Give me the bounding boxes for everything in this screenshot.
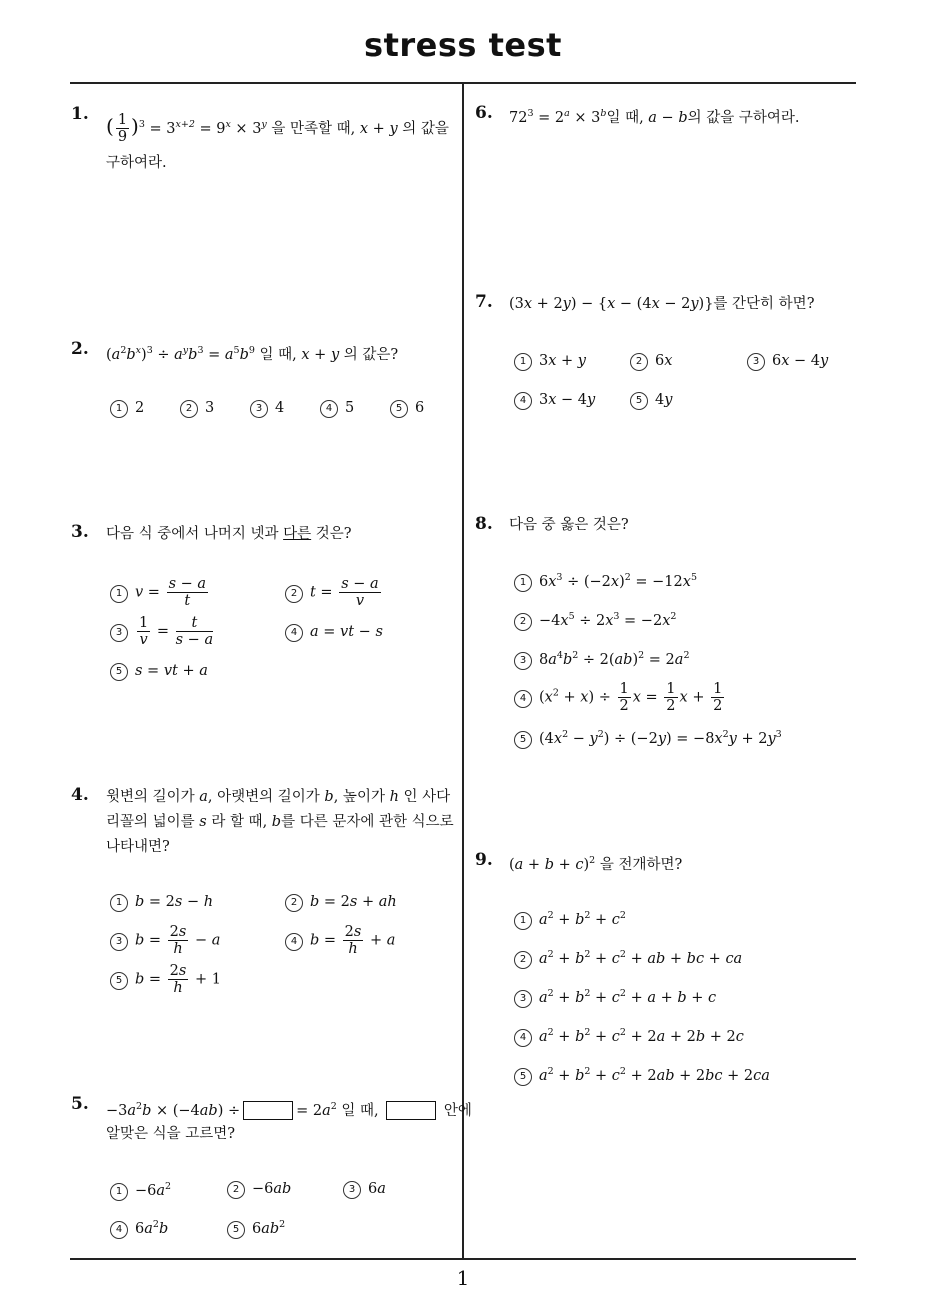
option-5[interactable]: 5 4y [630,392,672,410]
option-5[interactable]: 5 $6ab^2$ [227,1219,285,1239]
blank-box [386,1101,436,1120]
question-text-line2: 알맞은 식을 고르면? [106,1126,236,1142]
question-text-line2: 구하여라. [106,155,167,171]
option-3[interactable]: 3 6a [343,1181,386,1199]
question-number: 6. [475,103,493,123]
option-1[interactable]: 1 v = $\frac{s - a}{t}$ [110,576,210,609]
option-1[interactable]: 1 $6x^3 \div (-2x)^2 = -12x^5$ [514,572,697,592]
option-1[interactable]: 1 2 [110,400,144,418]
option-3[interactable]: 3 $a^2 + b^2 + c^2 + a + b + c$ [514,988,716,1008]
option-4[interactable]: 4 $6a^2b$ [110,1219,168,1239]
question-number: 5. [71,1094,89,1114]
option-2[interactable]: 2 −6ab [227,1181,291,1199]
option-2[interactable]: 2 b = 2s + ah [285,894,397,912]
question-number: 2. [71,339,89,359]
option-5[interactable]: 5 $(4x^2 - y^2) \div (-2y) = -8x^2y + 2y^3$ [514,729,782,749]
option-4[interactable]: 4 $(x^2 + x)$ ÷ $\frac{1}{2}$ x = $\frac{1}{2}$ x + $\frac{1}{2}$ [514,681,726,714]
option-3[interactable]: 3 $8a^4b^2 \div 2(ab)^2 = 2a^2$ [514,650,689,670]
page-title: stress test [364,26,562,64]
option-3[interactable]: 3 6x − 4y [747,353,828,371]
option-1[interactable]: $1 -6a^2$ [110,1181,171,1201]
option-3[interactable]: 3 b = $\frac{2s}{h}$ − a [110,924,220,957]
question-text: $(a^2b^x)^3 \div a^yb^3 = a^5b^9$ 일 때, x + y 의 값은? [106,345,399,363]
option-2[interactable]: $2 -4x^5 \div 2x^3 = -2x^2$ [514,611,676,631]
option-1[interactable]: 1 3x + y [514,353,586,371]
question-number: 1. [71,104,89,124]
question-number: 8. [475,514,493,534]
option-1[interactable]: 1 $a^2 + b^2 + c^2$ [514,910,626,930]
question-text-line3: 나타내면? [106,839,170,855]
question-text: (3x + 2y) − {x − (4x − 2y)}를 간단히 하면? [509,296,815,312]
question-text: $72^3 = 2^a \times 3^b$일 때, a − b의 값을 구하여라. [509,108,800,126]
option-2[interactable]: 2 $a^2 + b^2 + c^2$ + ab + bc + ca [514,949,742,969]
option-1[interactable]: 1 b = 2s − h [110,894,213,912]
option-5[interactable]: 5 $a^2 + b^2 + c^2 + 2ab + 2bc + 2ca$ [514,1066,770,1086]
option-4[interactable]: 4 5 [320,400,354,418]
question-number: 3. [71,522,89,542]
option-5[interactable]: 5 6 [390,400,424,418]
option-5[interactable]: 5 s = vt + a [110,663,208,681]
blank-box [243,1101,293,1120]
question-number: 4. [71,785,89,805]
question-number: 9. [475,850,493,870]
option-4[interactable]: 4 $a^2 + b^2 + c^2 + 2a + 2b + 2c$ [514,1027,744,1047]
page-number: 1 [456,1266,470,1290]
option-3[interactable]: 3 4 [250,400,284,418]
question-text: 다음 중 옳은 것은? [509,517,629,533]
question-text [106,517,352,551]
question-text-post: 것은? [311,526,352,542]
option-2[interactable]: 2 3 [180,400,214,418]
option-5[interactable]: 5 b = $\frac{2s}{h}$ + 1 [110,963,221,996]
underlined-word: 다른 [283,526,312,542]
option-2[interactable]: 2 6x [630,353,672,371]
option-4[interactable]: 4 a = vt − s [285,624,383,642]
option-4[interactable]: 4 b = $\frac{2s}{h}$ + a [285,924,395,957]
question-text-pre: 다음 식 중에서 나머지 넷과 [106,526,284,542]
question-text: $(a + b + c)^2$ 을 전개하면? [509,855,683,873]
bottom-rule [70,1258,856,1260]
question-number: 7. [475,292,493,312]
option-3[interactable]: 3 $\frac{1}{v}$ = $\frac{t}{s - a}$ [110,615,215,648]
column-divider [462,83,464,1260]
question-text-line1: $-3a^2b \times (-4ab)$ ÷ = $2a^2$ 일 때, 안에 [106,1101,472,1119]
option-2[interactable]: 2 t = $\frac{s - a}{v}$ [285,576,383,609]
question-text-line1: 윗변의 길이가 a, 아랫변의 길이가 b, 높이가 h 인 사다 [106,789,451,805]
question-text: ( $\frac{1}{9}$ )$^3 = 3^{x+2} = 9^x \times 3^y$ 을 만족할 때, x + y 의 값을 [106,112,449,146]
option-4[interactable]: 4 3x − 4y [514,392,595,410]
question-text-line2: 리꼴의 넓이를 s 라 할 때, b를 다른 문자에 관한 식으로 [106,814,454,830]
